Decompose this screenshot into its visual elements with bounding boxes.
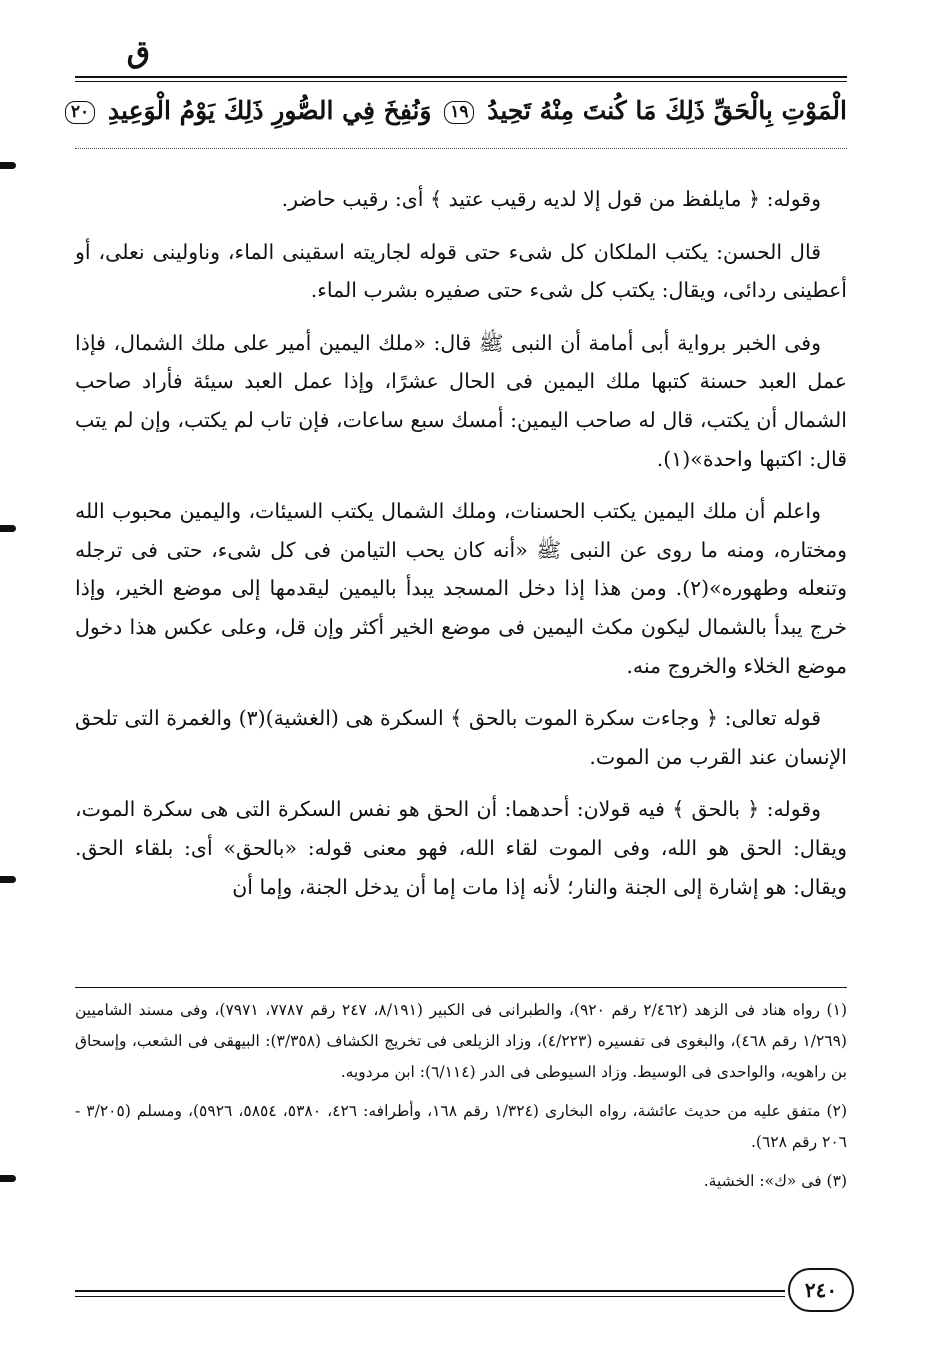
- paragraph-right-angel: واعلم أن ملك اليمين يكتب الحسنات، وملك الشمال يكتب السيئات، واليمين محبوب الله ومختاره، ومنه ما روى عن النبى ﷺ «أنه كان يحب التيامن فى كل شىء، حتى فى ترجله وتنعله وطهوره»(٢). ومن هذا إذا دخل المسجد يبدأ باليمين ليقدمها إلى موضع الخير، وإذا خرج يبدأ بالشمال ليكون مكث اليمين فى موضع الخير أكثر وإن قل، وعلى عكس هذا دخول موضع الخلاء والخروج منه.: [75, 499, 847, 678]
- footnote-3: (٣) فى «ك»: الخشية.: [703, 1172, 847, 1190]
- footer-rule-bottom: [75, 1296, 785, 1297]
- footer-rule-top: [75, 1290, 785, 1292]
- header-rule-top: [75, 76, 847, 78]
- paragraph-bil-haqq: وقوله: ﴿ بالحق ﴾ فيه قولان: أحدهما: أن الحق هو نفس السكرة التى هى سكرة الموت، ويقال: الحق هو الله، وفى الموت لقاء الله، فهو معنى قوله: «بالحق» أى: بلقاء الحق. ويقال: هو إشارة إلى الجنة والنار؛ لأنه إذا مات إما أن يدخل الجنة، وإما أن: [75, 797, 847, 899]
- verse-number-20: ٢٠: [65, 101, 95, 123]
- paragraph-abu-umama-hadith: وفى الخبر برواية أبى أمامة أن النبى ﷺ قال: «ملك اليمين أمير على ملك الشمال، فإذا عمل العبد حسنة كتبها ملك اليمين فى الحال عشرًا، وإذا عمل العبد سيئة فأراد صاحب الشمال أن يكتب، قال له صاحب اليمين: أمسك سبع ساعات، فإن تاب لم يكتب، وإن لم يتب قال: اكتبها واحدة»(١).: [75, 330, 847, 471]
- verse-20-text: وَنُفِخَ فِي الصُّورِ ذَلِكَ يَوْمُ الْوَعِيدِ: [107, 96, 432, 125]
- quran-verse-line: [70, 96, 847, 126]
- footnotes: [75, 995, 847, 1205]
- paragraph-sakrat-al-mawt: قوله تعالى: ﴿ وجاءت سكرة الموت بالحق ﴾ السكرة هى (الغشية)(٣) والغمرة التى تلحق الإنسان عند القرب من الموت.: [75, 706, 847, 769]
- margin-marker: [0, 1175, 16, 1182]
- verse-number-19: ١٩: [444, 101, 474, 123]
- margin-marker: [0, 162, 16, 169]
- footnote-1: (١) رواه هناد فى الزهد (٢/٤٦٢ رقم ٩٢٠)، والطبرانى فى الكبير (٨/١٩١، ٢٤٧ رقم ٧٧٨٧، ٧٩٧١)، وفى مسند الشاميين (١/٢٦٩ رقم ٤٦٨)، والبغوى فى تفسيره (٤/٢٢٣)، وزاد الزيلعى فى تخريج الكشاف (٣/٣٥٨): البيهقى فى الشعب، وإسحاق بن راهويه، والواحدى فى الوسيط. وزاد السيوطى فى الدر (٦/١١٤): ابن مردويه.: [75, 1001, 847, 1081]
- surah-name-header: ق: [126, 35, 150, 70]
- paragraph-hasan-quote: قال الحسن: يكتب الملكان كل شىء حتى قوله لجاريته اسقينى الماء، وناولينى نعلى، أو أعطينى ردائى، ويقال: يكتب كل شىء حتى صفيره بشرب الماء.: [75, 239, 847, 303]
- header-rule-bottom: [75, 81, 847, 82]
- page-number-badge: ٢٤٠: [788, 1268, 854, 1312]
- verse-divider-dotted: [75, 148, 847, 149]
- footnote-2: (٢) متفق عليه من حديث عائشة، رواه البخارى (١/٣٢٤ رقم ١٦٨، وأطرافه: ٤٢٦، ٥٣٨٠، ٥٨٥٤، ٥٩٢٦)، ومسلم (٣/٢٠٥ - ٢٠٦ رقم ٦٢٨).: [75, 1102, 847, 1151]
- verse-19-text: الْمَوْتِ بِالْحَقِّ ذَلِكَ مَا كُنتَ مِنْهُ تَحِيدُ: [487, 96, 847, 125]
- paragraph-raqib-atid: وقوله: ﴿ مايلفظ من قول إلا لديه رقيب عتيد ﴾ أى: رقيب حاضر.: [281, 187, 821, 211]
- footnote-separator: [75, 987, 847, 988]
- margin-marker: [0, 876, 16, 883]
- commentary-body: [75, 180, 847, 920]
- margin-marker: [0, 525, 16, 532]
